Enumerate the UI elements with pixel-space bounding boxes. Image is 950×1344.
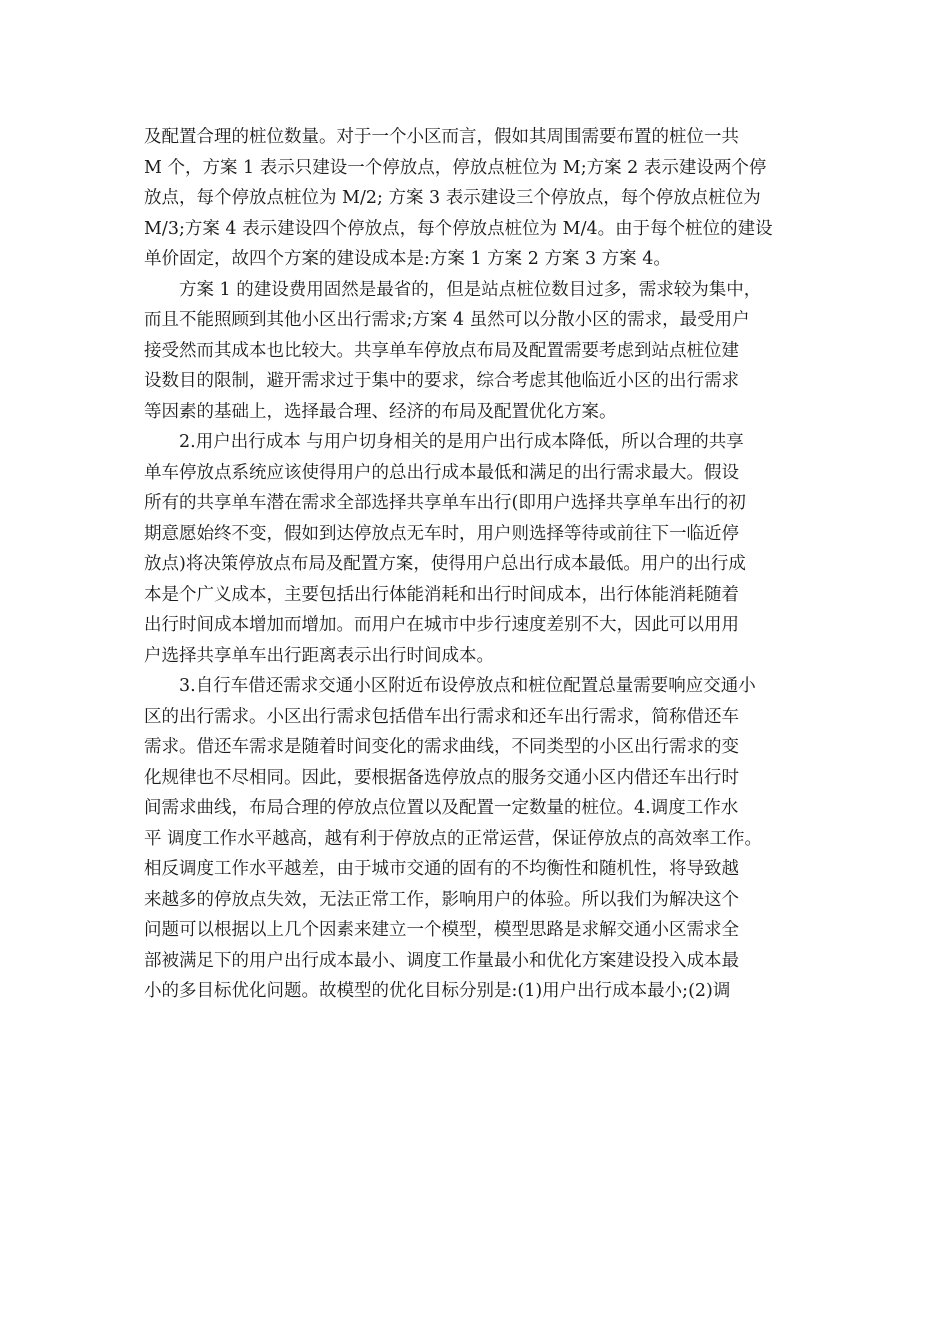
text-line: 出行时间成本增加而增加。而用户在城市中步行速度差别不大，因此可以用用 xyxy=(144,615,739,635)
text-line: 间需求曲线，布局合理的停放点位置以及配置一定数量的桩位。4.调度工作水 xyxy=(144,798,739,818)
text-line: 所有的共享单车潜在需求全部选择共享单车出行(即用户选择共享单车出行的初 xyxy=(144,493,746,513)
text-line: 来越多的停放点失效，无法正常工作，影响用户的体验。所以我们为解决这个 xyxy=(144,889,739,910)
text-line: 设数目的限制，避开需求过于集中的要求，综合考虑其他临近小区的出行需求 xyxy=(144,371,739,391)
text-line: 接受然而其成本也比较大。共享单车停放点布局及配置需要考虑到站点桩位建 xyxy=(144,340,739,361)
text-line: 方案 1 的建设费用固然是最省的，但是站点桩位数目过多，需求较为集中， xyxy=(144,279,762,300)
text-line: 部被满足下的用户出行成本最小、调度工作量最小和优化方案建设投入成本最 xyxy=(144,950,739,971)
text-line: 小的多目标优化问题。故模型的优化目标分别是:(1)用户出行成本最小;(2)调 xyxy=(144,981,731,1001)
text-line: 放点，每个停放点桩位为 M/2; 方案 3 表示建设三个停放点，每个停放点桩位为 xyxy=(144,188,761,208)
text-line: 单价固定，故四个方案的建设成本是:方案 1 方案 2 方案 3 方案 4。 xyxy=(144,249,671,269)
text-line: 区的出行需求。小区出行需求包括借车出行需求和还车出行需求，简称借还车 xyxy=(144,706,739,727)
text-line: M/3;方案 4 表示建设四个停放点，每个停放点桩位为 M/4。由于每个桩位的建设 xyxy=(144,218,773,239)
text-line: 单车停放点系统应该使得用户的总出行成本最低和满足的出行需求最大。假设 xyxy=(144,462,739,483)
body-text xyxy=(144,122,814,1007)
text-line: 需求。借还车需求是随着时间变化的需求曲线，不同类型的小区出行需求的变 xyxy=(144,737,739,757)
text-line: 户选择共享单车出行距离表示出行时间成本。 xyxy=(144,645,494,666)
text-line: 平 调度工作水平越高，越有利于停放点的正常运营，保证停放点的高效率工作。 xyxy=(144,828,763,849)
text-line: 等因素的基础上，选择最合理、经济的布局及配置优化方案。 xyxy=(144,401,617,422)
text-line: 本是个广义成本，主要包括出行体能消耗和出行时间成本，出行体能消耗随着 xyxy=(144,584,739,605)
text-line: 3.自行车借还需求交通小区附近布设停放点和桩位配置总量需要响应交通小 xyxy=(144,676,756,696)
text-line: 期意愿始终不变，假如到达停放点无车时，用户则选择等待或前往下一临近停 xyxy=(144,523,739,544)
text-line: M 个，方案 1 表示只建设一个停放点，停放点桩位为 M;方案 2 表示建设两个停 xyxy=(144,157,767,178)
text-line: 及配置合理的桩位数量。对于一个小区而言，假如其周围需要布置的桩位一共 xyxy=(144,127,739,147)
text-line: 放点)将决策停放点布局及配置方案，使得用户总出行成本最低。用户的出行成 xyxy=(144,554,746,574)
text-line: 相反调度工作水平越差，由于城市交通的固有的不均衡性和随机性，将导致越 xyxy=(144,859,739,879)
text-line: 2.用户出行成本 与用户切身相关的是用户出行成本降低，所以合理的共享 xyxy=(144,432,744,452)
text-line: 化规律也不尽相同。因此，要根据备选停放点的服务交通小区内借还车出行时 xyxy=(144,767,739,788)
text-line: 而且不能照顾到其他小区出行需求;方案 4 虽然可以分散小区的需求，最受用户 xyxy=(144,310,750,330)
text-line: 问题可以根据以上几个因素来建立一个模型，模型思路是求解交通小区需求全 xyxy=(144,920,739,940)
